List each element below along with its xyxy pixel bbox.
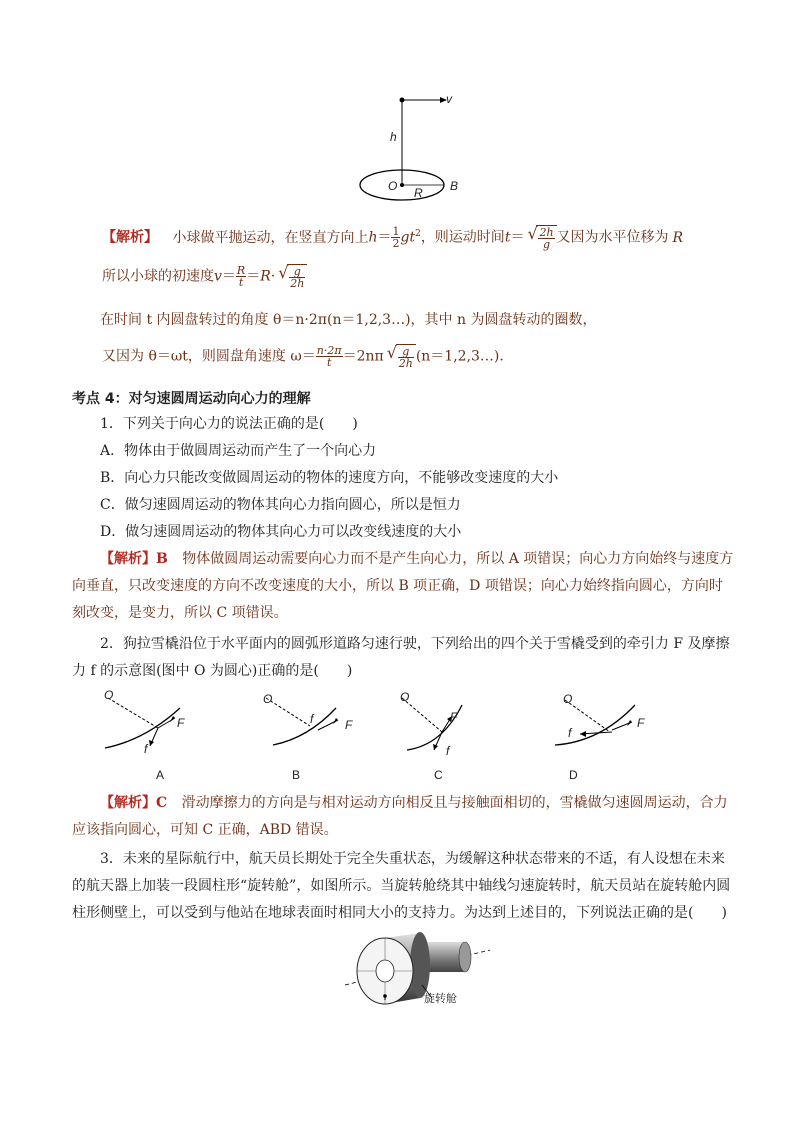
q1-option-b: B．向心力只能改变做圆周运动的物体的速度方向，不能够改变速度的大小: [100, 470, 559, 486]
q2-figure-d: [540, 690, 650, 760]
q2a-F: F: [177, 716, 185, 730]
q2a-f: f: [144, 742, 148, 756]
q2-label-a: A: [156, 768, 165, 782]
q2b-F: F: [345, 718, 353, 732]
q2c-O: O: [400, 690, 410, 704]
q1-answer-line3: 刻改变，是变力，所以 C 项错误。: [72, 605, 288, 621]
analysis1-line4-c: (n＝1,2,3…)．: [415, 348, 514, 365]
q2-label-c: C: [434, 768, 443, 782]
var-t: t: [504, 229, 511, 246]
section-title: 考点 4：对匀速圆周运动向心力的理解: [72, 391, 311, 407]
analysis1-line2-a: 所以小球的初速度: [102, 268, 214, 285]
rotating-cabin-label: 旋转舱: [424, 992, 457, 1005]
fig1-B-label: B: [450, 179, 459, 193]
analysis1-line3: 在时间 t 内圆盘转过的角度 θ＝n·2π(n＝1,2,3…)，其中 n 为圆盘转动的圈数，: [100, 312, 597, 328]
q2d-f: f: [568, 726, 572, 740]
fig1-h-label: h: [390, 130, 397, 144]
eq: ＝: [377, 229, 392, 246]
var-R: R: [260, 268, 271, 285]
eq2: ＝: [246, 268, 261, 285]
q2-stem-line2: 力 f 的示意图(图中 O 为圆心)正确的是( ): [72, 663, 353, 679]
fig1-v-label: v: [446, 92, 452, 106]
fig1-R-label: R: [414, 186, 423, 200]
q2d-O: O: [563, 692, 573, 706]
frac-R-t: $\frac{R}{t}$: [236, 264, 246, 289]
analysis1-line4-a: 又因为 θ＝ωt，则圆盘角速度 ω＝: [102, 348, 316, 365]
var-R: R: [672, 229, 684, 246]
q1-stem: 1．下列关于向心力的说法正确的是( ): [100, 416, 358, 432]
rotating-cabin-figure: [340, 930, 500, 1010]
q2a-O: O: [104, 688, 114, 702]
q1-option-a: A．物体由于做圆周运动而产生了一个向心力: [100, 443, 377, 459]
q1-option-c: C．做匀速圆周运动的物体其向心力指向圆心，所以是恒力: [100, 497, 461, 513]
q3-stem-line2: 的航天器上加装一段圆柱形“旋转舱”，如图所示。当旋转舱绕其中轴线匀速旋转时，航天员站在旋转舱内圆: [72, 878, 731, 894]
q2-answer-text1: 滑动摩擦力的方向是与相对运动方向相反且与接触面相切的，雪橇做匀速圆周运动，合力: [181, 795, 728, 811]
q1-answer-tag: 【解析】B: [100, 551, 168, 567]
analysis1-line4-b: ＝2nπ: [342, 348, 384, 365]
q2b-O: O: [263, 692, 273, 706]
eq: ＝: [221, 268, 236, 285]
var-gt: gt: [400, 229, 416, 246]
analysis1-text-a: 小球做平抛运动，在竖直方向上: [172, 229, 369, 246]
q2-figure-a: [100, 690, 210, 760]
q2-stem-line1: 2．狗拉雪橇沿位于水平面内的圆弧形道路匀速行驶，下列给出的四个关于雪橇受到的牵引力 F 及摩擦: [100, 636, 730, 652]
var-h: h: [368, 229, 378, 246]
q3-stem-line1: 3．未来的星际航行中，航天员长期处于完全失重状态，为缓解这种状态带来的不适，有人设想在未来: [100, 851, 725, 867]
sup-2: 2: [415, 229, 421, 239]
sqrt-2h-g: √ $\frac{2h}{g}$: [536, 225, 556, 250]
eq2: ＝: [510, 229, 525, 246]
q2c-F: F: [450, 710, 458, 724]
q2d-F: F: [637, 716, 645, 730]
var-v: v: [214, 268, 222, 285]
q1-answer-line2: 向垂直，只改变速度的方向不改变速度的大小，所以 B 项正确，D 项错误；向心力始终指向圆心，方向时: [72, 578, 723, 594]
q2-answer-line1: [100, 793, 728, 813]
q2b-f: f: [310, 712, 314, 726]
q2c-f: f: [446, 744, 450, 758]
fig1-O-label: O: [388, 179, 398, 193]
q1-option-d: D．做匀速圆周运动的物体其向心力可以改变线速度的大小: [100, 524, 462, 540]
q2-answer-line2: 应该指向圆心，可知 C 正确，ABD 错误。: [72, 822, 338, 838]
q2-label-d: D: [569, 768, 578, 782]
frac-half: $\frac{1}{2}$: [392, 225, 400, 251]
q2-answer-tag: 【解析】C: [100, 795, 168, 811]
analysis1-line2: [102, 264, 307, 289]
analysis1-line4: [102, 344, 513, 369]
frac-n2pi-t: $\frac{n\cdot 2\pi}{t}$: [316, 344, 342, 369]
dot: ·: [270, 268, 276, 285]
analysis1-line1: [102, 222, 683, 250]
q2-label-b: B: [292, 768, 301, 782]
sqrt-g-2h: √ $\frac{g}{2h}$: [287, 264, 307, 289]
analysis1-text-b: ，则运动时间: [420, 229, 505, 246]
q3-stem-line3: 柱形侧壁上，可以受到与他站在地球表面时相同大小的支持力。为达到上述目的，下列说法正确的是( ): [72, 905, 727, 921]
analysis1-text-c: 又因为水平位移为: [556, 229, 669, 246]
q1-answer-line1: [100, 549, 733, 569]
analysis-tag: 【解析】: [102, 229, 158, 246]
sqrt-g-2h-2: √ $\frac{g}{2h}$: [396, 344, 416, 369]
q1-answer-text1: 物体做圆周运动需要向心力而不是产生向心力，所以 A 项错误；向心力方向始终与速度方: [182, 551, 734, 567]
